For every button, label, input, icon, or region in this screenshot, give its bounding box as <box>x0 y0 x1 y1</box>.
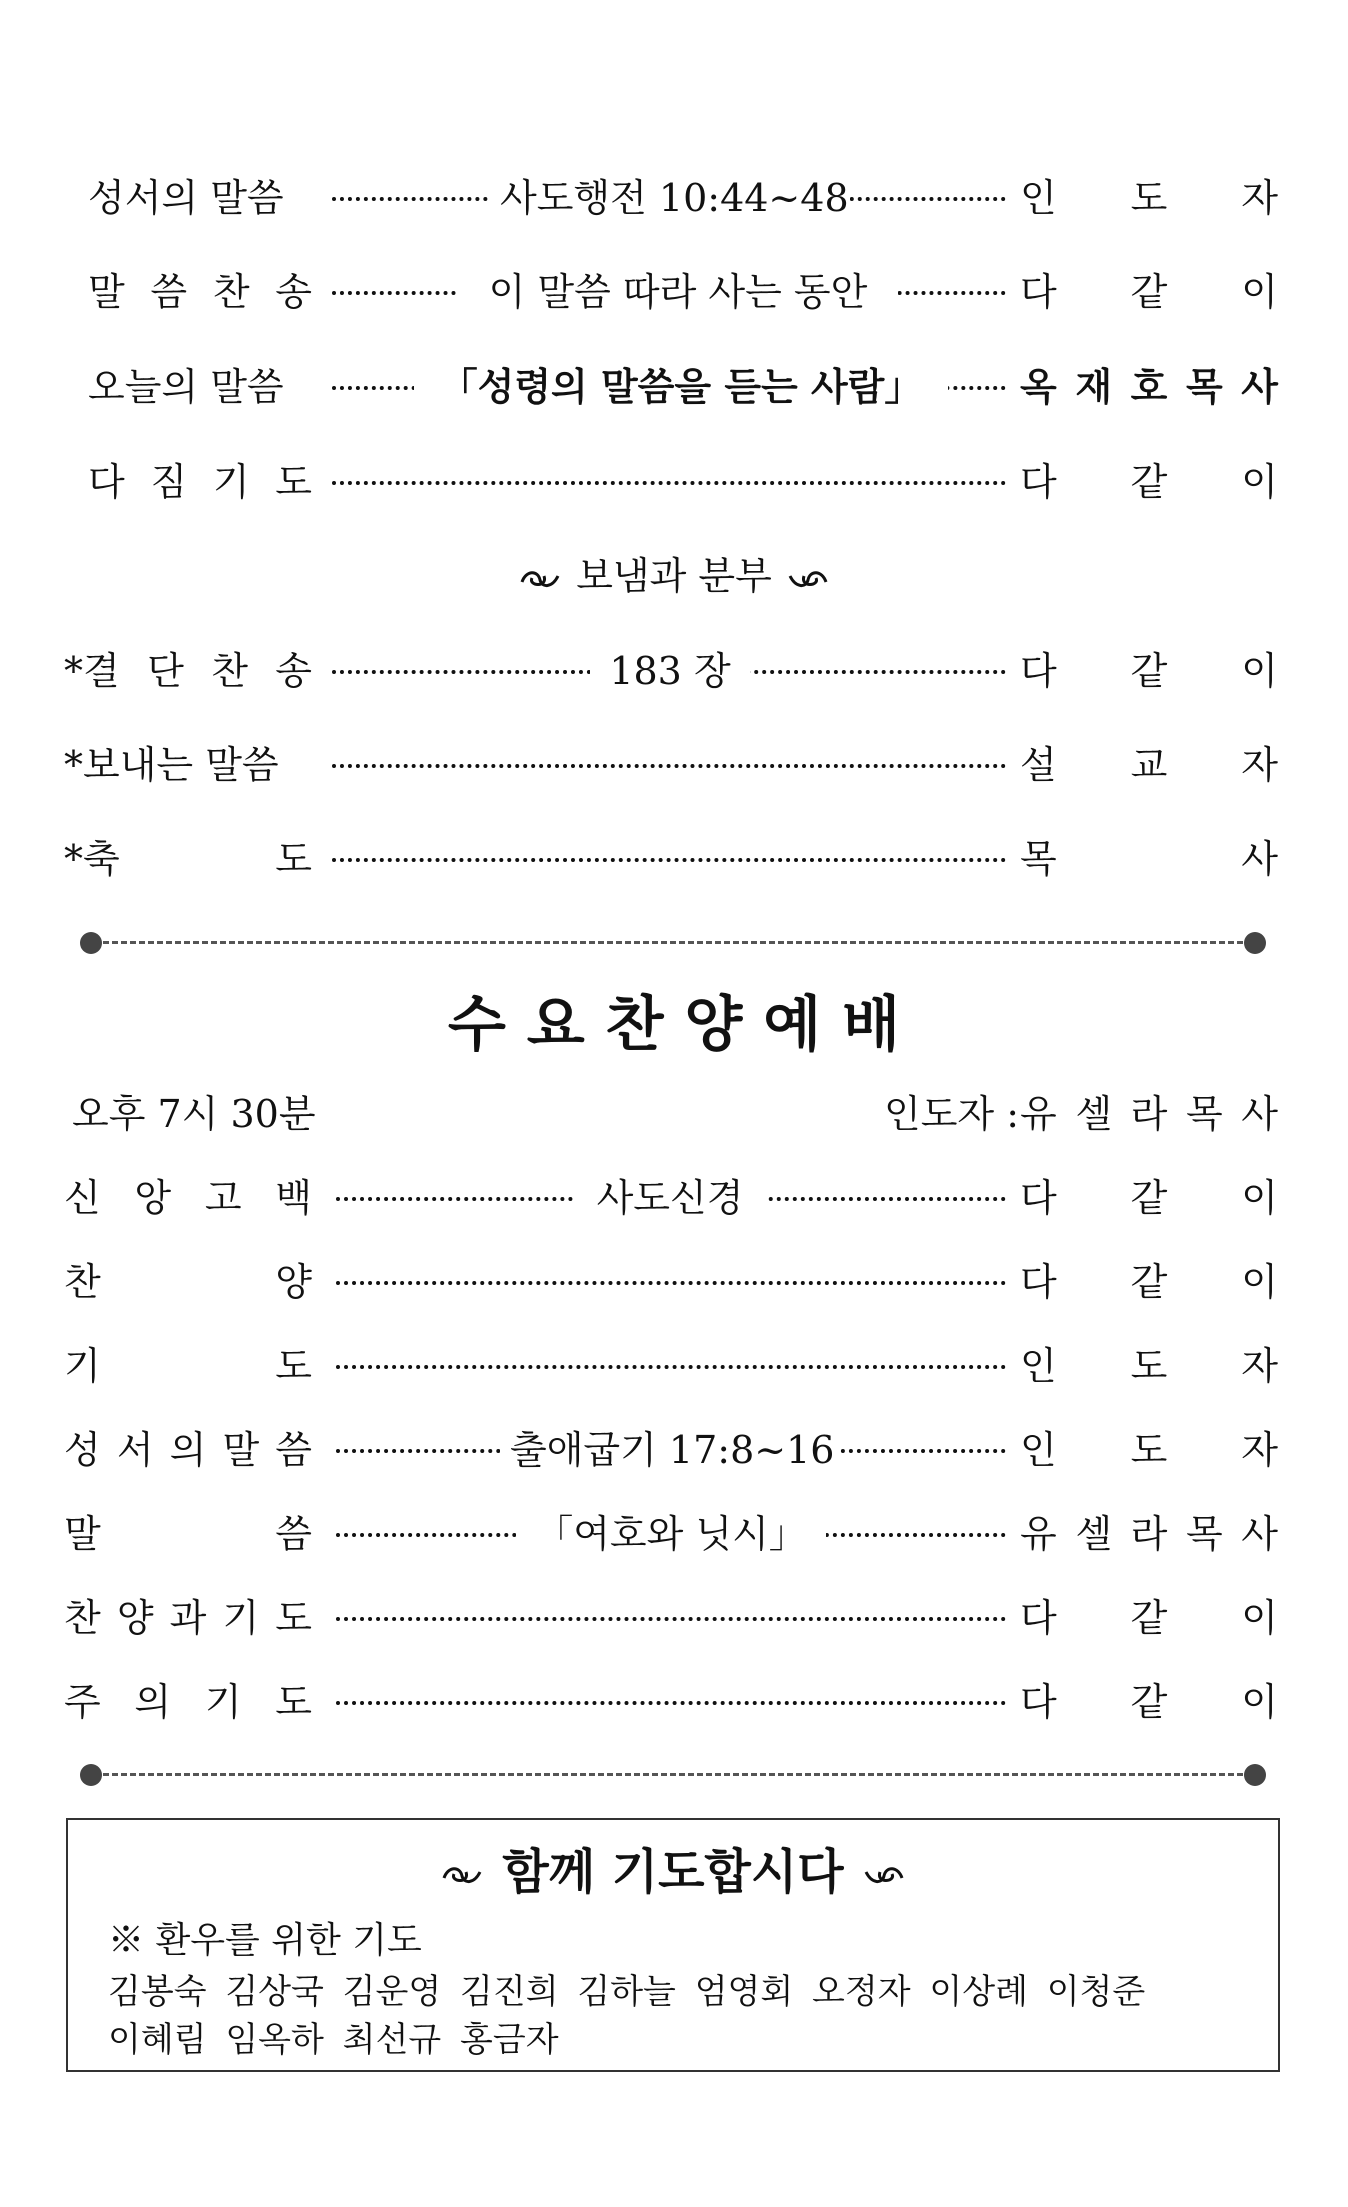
order-row <box>0 1674 1348 1730</box>
order-label: *결 단 찬 송 <box>64 649 312 693</box>
order-role: 옥 재 호 목 사 <box>1020 365 1278 409</box>
order-row <box>0 264 1348 320</box>
order-row <box>0 737 1348 793</box>
prayer-heading-text: 함께 기도합시다 <box>502 1844 844 1900</box>
prayer-names-line-2: 이혜림 임옥하 최선규 홍금자 <box>108 2020 559 2060</box>
order-row <box>0 1506 1348 1562</box>
dotted-divider <box>80 932 1266 954</box>
order-role: 인 도 자 <box>1020 1344 1278 1388</box>
order-role: 목 사 <box>1020 837 1278 881</box>
order-row <box>0 1170 1348 1226</box>
sermon-title: 「여호와 닛시」 <box>516 1506 826 1562</box>
order-label: 신 앙 고 백 <box>64 1176 312 1220</box>
order-label: 다 짐 기 도 <box>88 460 312 504</box>
flourish-left-icon <box>440 1862 486 1888</box>
order-row <box>0 1422 1348 1478</box>
order-role: 다 같 이 <box>1020 1596 1278 1640</box>
wednesday-title: 수 요 찬 양 예 배 <box>447 990 901 1060</box>
order-row <box>0 1338 1348 1394</box>
order-role: 다 같 이 <box>1020 1260 1278 1304</box>
order-label: *보내는 말씀 <box>64 743 279 787</box>
sermon-title: 「성령의 말씀을 듣는 사람」 <box>414 359 948 415</box>
prayer-names-line-1: 김봉숙 김상국 김운영 김진희 김하늘 엄영회 오정자 이상례 이청준 <box>108 1972 1146 2012</box>
order-row <box>0 170 1348 226</box>
prayer-box <box>66 1818 1280 2072</box>
order-label: 성 서 의 말 씀 <box>64 1428 312 1472</box>
leader-name: 유 셀 라 목 사 <box>1020 1092 1278 1136</box>
order-label: *축 도 <box>64 837 312 881</box>
dotted-divider <box>80 1764 1266 1786</box>
flourish-right-icon <box>860 1862 906 1888</box>
order-detail: 사도신경 <box>575 1170 765 1226</box>
order-label: 말 씀 <box>64 1512 312 1556</box>
order-role: 다 같 이 <box>1020 649 1278 693</box>
sending-heading-text: 보냄과 분부 <box>576 554 772 598</box>
order-row <box>0 1254 1348 1310</box>
order-role: 설 교 자 <box>1020 743 1278 787</box>
order-role: 다 같 이 <box>1020 1176 1278 1220</box>
wednesday-info <box>0 1086 1348 1142</box>
order-row <box>0 831 1348 887</box>
flourish-left-icon <box>518 566 564 592</box>
order-label: 성서의 말씀 <box>88 176 284 220</box>
order-detail: 183 장 <box>590 643 750 699</box>
order-row <box>0 359 1348 415</box>
order-detail: 출애굽기 17:8~16 <box>500 1422 840 1478</box>
prayer-heading <box>68 1840 1278 1904</box>
leader-label: 인도자 : <box>884 1092 1020 1136</box>
order-detail: 사도행전 10:44~48 <box>490 170 850 226</box>
flourish-right-icon <box>784 566 830 592</box>
order-label: 기 도 <box>64 1344 312 1388</box>
order-detail: 이 말씀 따라 사는 동안 <box>458 264 898 320</box>
order-role: 다 같 이 <box>1020 1680 1278 1724</box>
order-role: 인 도 자 <box>1020 176 1278 220</box>
order-label: 오늘의 말씀 <box>88 365 284 409</box>
order-label: 말 씀 찬 송 <box>88 270 312 314</box>
order-row <box>0 1590 1348 1646</box>
order-row <box>0 454 1348 510</box>
prayer-subheading: ※ 환우를 위한 기도 <box>108 1920 422 1961</box>
order-role: 다 같 이 <box>1020 460 1278 504</box>
order-label: 찬 양 <box>64 1260 312 1304</box>
order-label: 주 의 기 도 <box>64 1680 312 1724</box>
order-label: 찬 양 과 기 도 <box>64 1596 312 1640</box>
service-time: 오후 7시 30분 <box>72 1092 316 1136</box>
order-row <box>0 643 1348 699</box>
order-role: 다 같 이 <box>1020 270 1278 314</box>
section-heading-sending <box>0 546 1348 606</box>
order-role: 인 도 자 <box>1020 1428 1278 1472</box>
order-role: 유 셀 라 목 사 <box>1020 1512 1278 1556</box>
